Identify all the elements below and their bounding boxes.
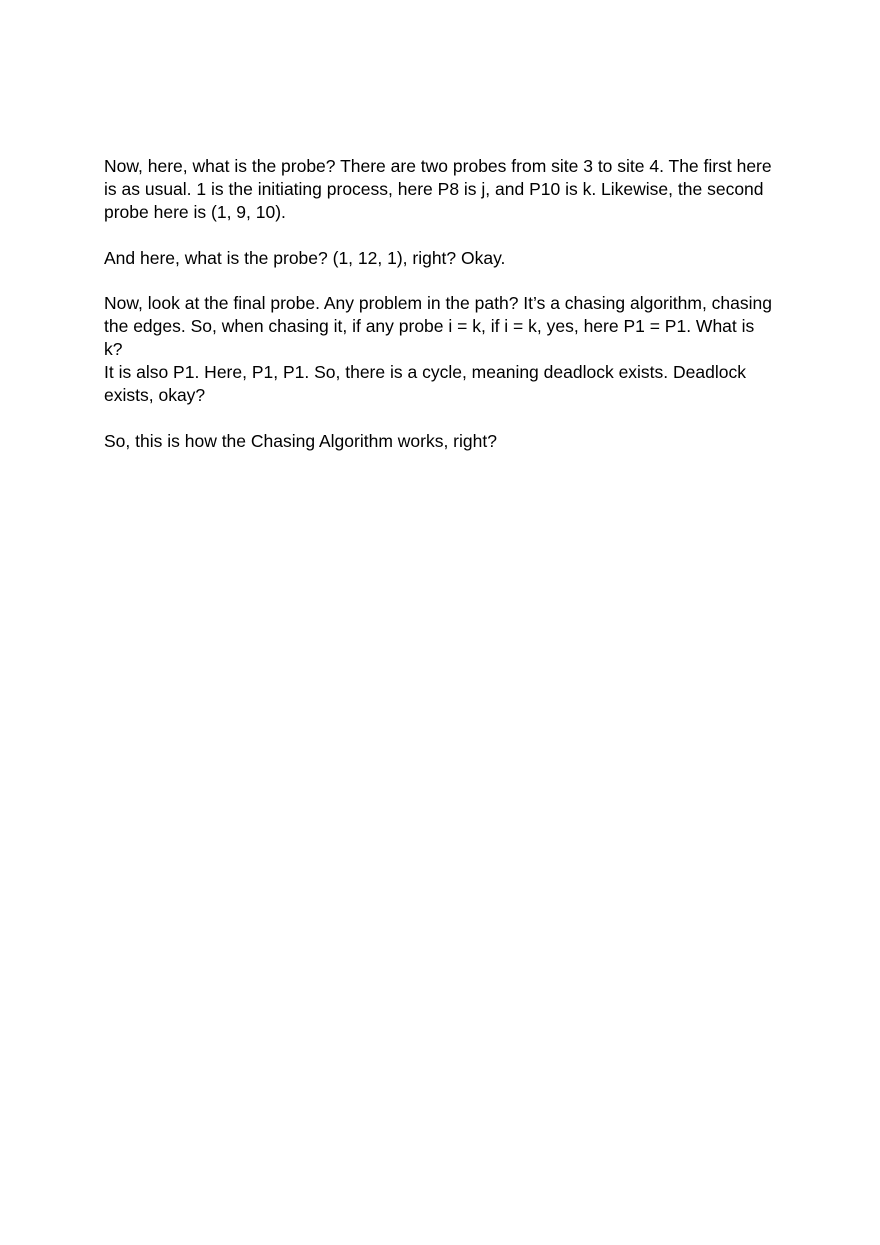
- paragraph-probes-site-3-to-4: Now, here, what is the probe? There are two probes from site 3 to site 4. The first here is as usual. 1 is the initiating process, here P8 is j, and P10 is k. Likewise, the second probe here is (1, 9, 10).: [104, 156, 772, 222]
- document-body: [104, 155, 774, 475]
- paragraph-final-probe-deadlock: Now, look at the final probe. Any problem in the path? It’s a chasing algorithm, chasing the edges. So, when chasing it, if any probe i = k, if i = k, yes, here P1 = P1. What is k? It is also P1. Here, P1, P1. So, there is a cycle, meaning deadlock exists. Deadlock exists, okay?: [104, 293, 772, 405]
- paragraph-probe-1-12-1: And here, what is the probe? (1, 12, 1), right? Okay.: [104, 247, 506, 268]
- paragraph-chasing-algorithm-summary: So, this is how the Chasing Algorithm works, right?: [104, 430, 497, 451]
